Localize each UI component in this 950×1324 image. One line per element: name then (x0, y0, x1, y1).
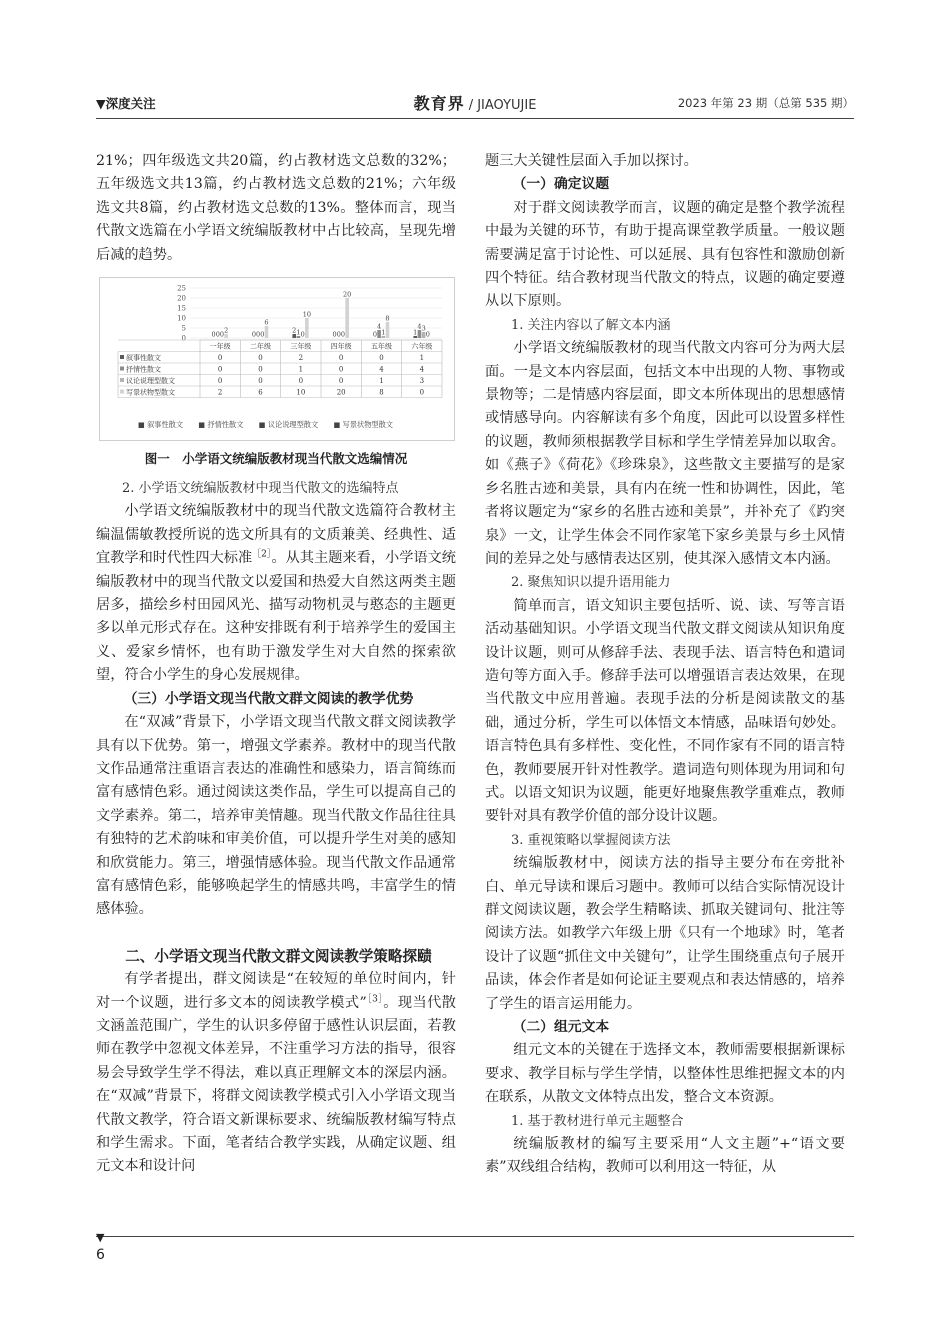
brand-name: 教育界 (413, 94, 465, 113)
figure-chart (99, 277, 455, 441)
y-tick-label: 5 (181, 324, 186, 333)
bar-data-label: 1 (296, 328, 301, 337)
bar-data-label: 2 (224, 326, 229, 335)
y-tick-label: 20 (177, 294, 186, 303)
table-legend-key (120, 355, 124, 359)
page-header (96, 88, 854, 116)
table-series-label: 议论说理型散文 (126, 377, 175, 386)
legend-entry: ■ 叙事性散文 (138, 420, 184, 430)
citation-ref: ［2］ (252, 549, 272, 560)
bar-data-label: 6 (264, 318, 269, 327)
table-cell-value: 3 (419, 377, 425, 386)
table-cell-value: 1 (298, 365, 304, 374)
table-series-label: 抒情性散文 (126, 365, 161, 374)
table-cell-value: 0 (217, 354, 223, 363)
table-cell-value: 0 (258, 354, 263, 363)
x-tick-label: 一年级 (209, 342, 231, 351)
bar-data-label: 2 (292, 326, 297, 335)
footer-marker: ▼ (96, 1231, 105, 1244)
table-cell-value: 20 (336, 388, 346, 397)
table-cell-value: 10 (296, 388, 306, 397)
subsection-heading: 1. 基于教材进行单元主题整合 (511, 1113, 684, 1129)
y-tick-label: 25 (177, 284, 186, 293)
table-series-label: 写景状物型散文 (126, 388, 175, 397)
bar-data-label: 20 (343, 290, 352, 299)
chart-bar (305, 318, 309, 338)
chapter-heading: 二、小学语文现当代散文群文阅读教学策略探赜 (125, 947, 432, 965)
legend-entry: ■ 抒情性散文 (198, 420, 244, 430)
footer-rule (96, 1236, 854, 1237)
table-cell-value: 0 (258, 377, 263, 386)
x-tick-label: 四年级 (330, 342, 352, 351)
paragraph: 在“双减”背景下，小学语文现当代散文群文阅读教学具有以下优势。第一，增强文学素养。教材中的现当代散文作品通常注重语言表达的准确性和感染力，语言简练而富有感情色彩。通过阅读这类作品，学生可以提高自己的文学素养。第二，培养审美情趣。现当代散文作品往往具有独特的艺术韵味和审美价值，可以提升学生对美的感知和欣赏能力。第三，增强情感体验。现当代散文作品通常富有感情色彩，能够唤起学生的情感共鸣，丰富学生的情感体验。 (96, 714, 456, 918)
bar-data-label: 0 (332, 330, 337, 339)
bar-data-label: 4 (377, 322, 382, 331)
bar-data-label: 0 (300, 330, 305, 339)
table-cell-value: 4 (419, 365, 425, 374)
bar-data-label: 0 (260, 330, 265, 339)
table-cell-value: 6 (258, 388, 263, 397)
table-legend-key (120, 378, 124, 382)
table-cell-value: 0 (217, 377, 223, 386)
bar-data-label: 4 (417, 322, 422, 331)
paragraph: 统编版教材中，阅读方法的指导主要分布在旁批补白、单元导读和课后习题中。教师可以结合实际情况设计群文阅读议题，教会学生精略读、抓取关键词句、批注等阅读方法。如教学六年级上册《只有一个地球》时，笔者设计了议题“抓住文中关键句”，让学生围绕重点句子展开品读，体会作者是如何论证主要观点和表达情感的，培养了学生的语言运用能力。 (485, 855, 845, 1012)
legend-entry: ■ 写景状物型散文 (333, 420, 393, 430)
paragraph: 21%；四年级选文共20篇，约占教材选文总数的32%；五年级选文共13篇，约占教材选文总数的21%；六年级选文共8篇，约占教材选文总数的13%。整体而言，现当代散文选篇在小学语文统编版教材中占比较高，呈现先增后减的趋势。 (96, 153, 456, 263)
y-tick-label: 0 (181, 334, 186, 343)
table-cell-value: 0 (338, 354, 344, 363)
table-legend-key (120, 390, 124, 394)
bar-data-label: 1 (413, 328, 418, 337)
x-tick-label: 三年级 (290, 342, 312, 351)
issue-info: 2023 年第 23 期（总第 535 期） (677, 96, 854, 110)
paragraph: 统编版教材的编写主要采用“人文主题”+“语文要素”双线组合结构，教师可以利用这一特征，从 (485, 1136, 845, 1176)
bar-data-label: 0 (251, 330, 256, 339)
bar-data-label: 0 (211, 330, 216, 339)
page-number: 6 (96, 1247, 105, 1263)
table-series-label: 叙事性散文 (126, 354, 161, 363)
y-tick-label: 15 (177, 304, 186, 313)
x-tick-label: 二年级 (250, 342, 271, 351)
paragraph: 对于群文阅读教学而言，议题的确定是整个教学流程中最为关键的环节，有助于提高课堂教学质量。一般议题需要满足富于讨论性、可以延展、具有包容性和激励创新四个特征。结合教材现当代散文的特点，议题的确定要遵从以下原则。 (485, 199, 845, 310)
figure-caption: 图一 小学语文统编版教材现当代散文选编情况 (144, 451, 408, 467)
table-cell-value: 8 (379, 388, 384, 397)
paragraph-text: 。从其主题来看，小学语文统编版教材中的现当代散文以爱国和热爱大自然这两类主题居多，描绘乡村田园风光、描写动物机灵与憨态的主题更多以单元形式存在。这种安排既有利于培养学生的爱国主义、爱家乡情怀，也有助于激发学生对大自然的探索欲望，符合小学生的身心发展规律。 (96, 550, 456, 684)
paragraph (96, 500, 456, 687)
bar-data-label: 3 (421, 324, 426, 333)
table-cell-value: 0 (258, 365, 263, 374)
table-cell-value: 0 (379, 354, 384, 363)
subsection-heading: 3. 重视策略以掌握阅读方法 (511, 832, 671, 848)
y-tick-label: 10 (177, 314, 186, 323)
x-tick-label: 五年级 (371, 342, 392, 351)
paragraph: 组元文本的关键在于选择文本，教师需要根据新课标要求、教学目标与学生学情，以整体性思维把握文本的内在联系，从散文文体特点出发，整合文本资源。 (485, 1042, 845, 1106)
table-cell-value: 2 (298, 354, 304, 363)
table-cell-value: 0 (419, 388, 425, 397)
bar-data-label: 0 (340, 330, 346, 339)
paragraph (96, 968, 456, 1179)
subsection-heading: 1. 关注内容以了解文本内涵 (511, 317, 671, 333)
chart-bar (224, 334, 228, 338)
chart-svg (100, 278, 454, 440)
table-cell-value: 1 (419, 354, 425, 363)
table-cell-value: 1 (379, 377, 384, 386)
x-tick-label: 六年级 (411, 342, 433, 351)
bar-data-label: 8 (385, 314, 390, 323)
paragraph: 简单而言，语文知识主要包括听、说、读、写等言语活动基础知识。小学语文现当代散文群文阅读从知识角度设计议题，则可从修辞手法、表现手法、语言特色和遣词造句等方面入手。修辞手法可以增强语言表达效果，在现当代散文中应用普遍。表现手法的分析是阅读散文的基础，通过分析，学生可以体悟文本情感，品味语句妙处。语言特色具有多样性、变化性，不同作家有不同的语言特色，教师要展开针对性教学。遣词造句则体现为用词和句式。以语文知识为议题，能更好地聚焦教学重难点，教师要针对具有教学价值的部分设计议题。 (485, 597, 845, 825)
bar-data-label: 0 (372, 330, 377, 339)
table-legend-key (120, 367, 124, 371)
section-heading: （一）确定议题 (512, 176, 610, 193)
bar-data-label: 0 (336, 330, 341, 339)
table-cell-value: 0 (217, 365, 223, 374)
section-heading: （三）小学语文现当代散文群文阅读的教学优势 (123, 690, 414, 707)
table-cell-value: 0 (298, 377, 304, 386)
paragraph: 题三大关键性层面入手加以探讨。 (485, 153, 698, 169)
section-label: ▼深度关注 (96, 96, 156, 111)
right-column (485, 150, 845, 1180)
table-cell-value: 4 (379, 365, 384, 374)
paragraph-text: 有学者提出，群文阅读是“在较短的单位时间内，针对一个议题，进行多文本的阅读教学模式” (96, 971, 456, 1011)
chart-bar (345, 298, 349, 338)
table-cell-value: 0 (338, 365, 344, 374)
paragraph-text: 小学语文统编版教材中的现当代散文选篇符合教材主编温儒敏教授所说的选文所具有的文质兼美、经典性、适宜教学和时代性四大标准 (96, 503, 456, 567)
chart-bar (386, 322, 390, 338)
section-heading: （二）组元文本 (512, 1019, 610, 1036)
paragraph: 小学语文统编版教材的现当代散文内容可分为两大层面。一是文本内容层面，包括文本中出现的人物、事物或景物等；二是情感内容层面，即文本所体现出的思想感情或情感导向。内容解读有多个角度，因此可以设置多样性的议题，教师须根据教学目标和学生学情差异加以取舍。如《燕子》《荷花》《珍珠泉》，这些散文主要描写的是家乡名胜古迹和美景，具有内在统一性和协调性，因此，笔者将议题定为“家乡的名胜古迹和美景”，并补充了《趵突泉》一文，让学生体会不同作家笔下家乡美景与乡土风情间的差异之处与感情表达区别，使其深入感情文本内涵。 (485, 340, 845, 567)
subsection-heading: 2. 小学语文统编版教材中现当代散文的选编特点 (122, 481, 399, 497)
brand-latin: / JIAOYUJIE (464, 98, 537, 113)
bar-data-label: 1 (381, 328, 386, 337)
table-cell-value: 2 (217, 388, 223, 397)
bar-data-label: 0 (219, 330, 225, 339)
subsection-heading: 2. 聚焦知识以提升语用能力 (511, 575, 671, 591)
paragraph-text: 。现当代散文涵盖范围广，学生的认识多停留于感性认识层面，若教师在教学中忽视文体差异，不注重学习方法的指导，很容易会导致学生学不得法，难以真正理解文本的深层内涵。在“双减”背景下，将群文阅读教学模式引入小学语文现当代散文教学，符合语文新课标要求、统编版教材编写特点和学生需求。下面，笔者结合教学实践，从确定议题、组元文本和设计问 (96, 994, 456, 1175)
legend-entry: ■ 议论说理型散文 (258, 420, 319, 430)
citation-ref: ［3］ (366, 993, 384, 1004)
header-rule (96, 118, 854, 119)
bar-data-label: 0 (425, 330, 430, 339)
bar-data-label: 0 (256, 330, 261, 339)
table-cell-value: 0 (338, 377, 344, 386)
chart-bar (265, 326, 269, 338)
bar-data-label: 10 (302, 310, 311, 319)
bar-data-label: 0 (215, 330, 220, 339)
left-column (96, 150, 456, 1179)
